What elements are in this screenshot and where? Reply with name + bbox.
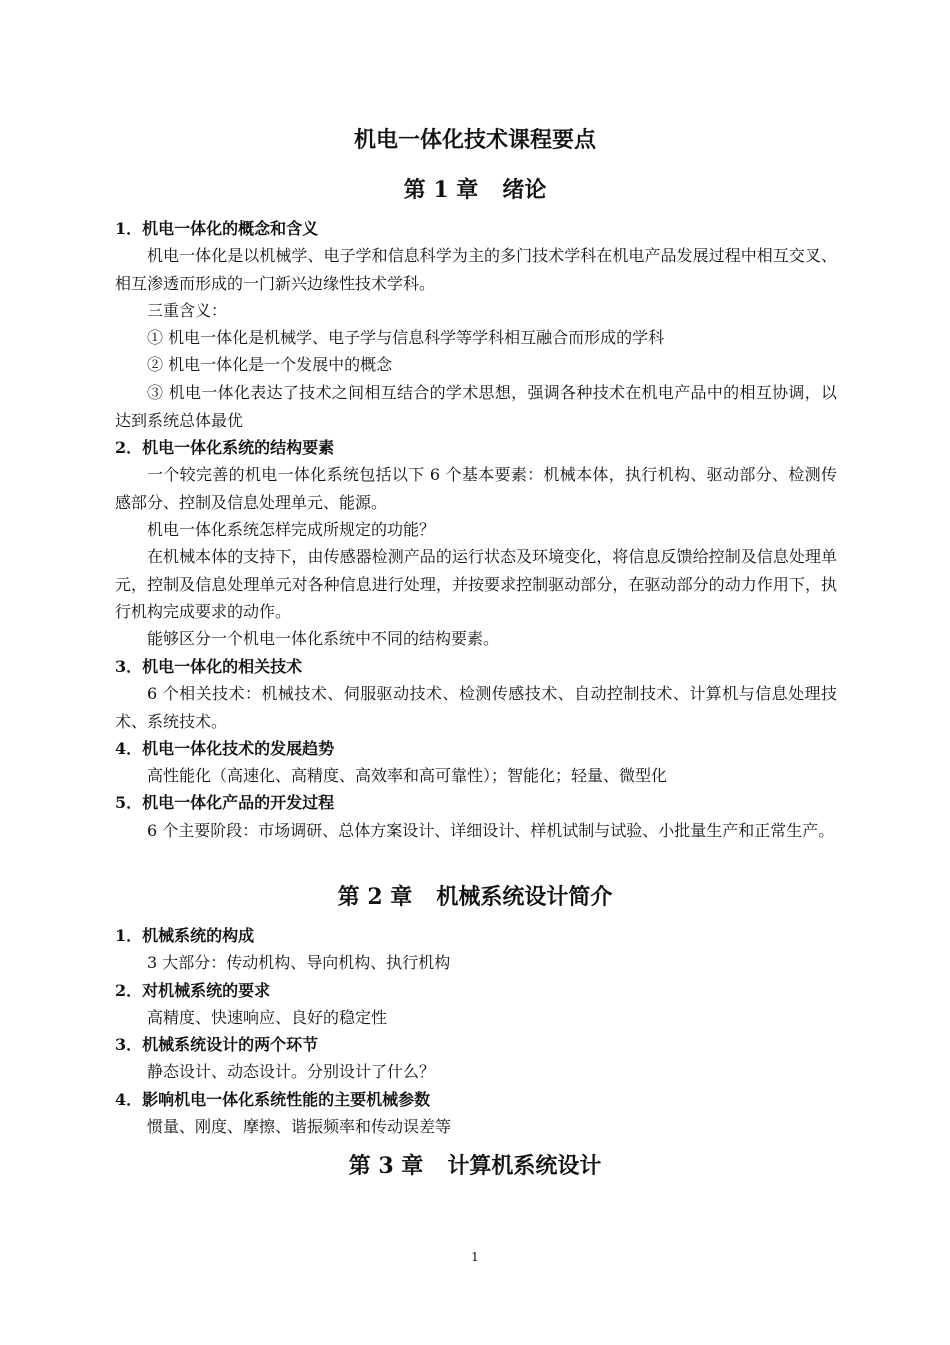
chapter-3-heading: [0, 1150, 950, 1182]
ch1-s1-paragraph-1: 机电一体化是以机械学、电子学和信息科学为主的多门技术学科在机电产品发展过程中相互交叉、相互渗透而形成的一门新兴边缘性技术学科。: [115, 246, 837, 293]
ch2-s2-paragraph-1: 高精度、快速响应、良好的稳定性: [147, 1008, 388, 1027]
chapter-1-name: 绪论: [502, 177, 547, 203]
chapter-3-name: 计算机系统设计: [447, 1153, 602, 1179]
ch2-section-1-heading: 1．机械系统的构成: [115, 926, 255, 945]
chapter-1-number: 第 1 章: [403, 177, 479, 203]
ch2-s4-paragraph-1: 惯量、刚度、摩擦、谐振频率和传动误差等: [147, 1117, 452, 1136]
ch1-s4-paragraph-1: 高性能化（高速化、高精度、高效率和高可靠性）；智能化；轻量、微型化: [147, 766, 668, 785]
ch1-s2-paragraph-2: 机电一体化系统怎样完成所规定的功能？: [147, 520, 436, 539]
chapter-1-heading: [0, 174, 950, 206]
ch1-section-1-heading: 1．机电一体化的概念和含义: [115, 219, 319, 238]
ch1-s2-paragraph-4: 能够区分一个机电一体化系统中不同的结构要素。: [147, 629, 500, 648]
ch1-section-4-heading: 4．机电一体化技术的发展趋势: [115, 739, 335, 758]
ch1-s2-paragraph-1: 一个较完善的机电一体化系统包括以下 6 个基本要素：机械本体，执行机构、驱动部分、检测传感部分、控制及信息处理单元、能源。: [115, 465, 837, 512]
ch2-section-3-heading: 3．机械系统设计的两个环节: [115, 1035, 319, 1054]
ch1-s5-paragraph-1: 6 个主要阶段：市场调研、总体方案设计、详细设计、样机试制与试验、小批量生产和正常生产。: [147, 821, 835, 840]
ch1-section-3-heading: 3．机电一体化的相关技术: [115, 657, 303, 676]
ch1-s1-item-3: ③ 机电一体化表达了技术之间相互结合的学术思想，强调各种技术在机电产品中的相互协调，以达到系统总体最优: [115, 383, 837, 430]
ch1-s1-item-2: ② 机电一体化是一个发展中的概念: [147, 355, 393, 374]
ch1-section-5-heading: 5．机电一体化产品的开发过程: [115, 793, 335, 812]
document-title: 机电一体化技术课程要点: [353, 127, 596, 153]
ch2-section-2-heading: 2．对机械系统的要求: [115, 981, 271, 1000]
ch2-s1-paragraph-1: 3 大部分：传动机构、导向机构、执行机构: [147, 953, 451, 972]
page-number: 1: [471, 1250, 479, 1264]
chapter-2-heading: [0, 881, 950, 913]
ch1-s1-paragraph-2: 三重含义：: [147, 301, 228, 320]
chapter-2-name: 机械系统设计简介: [436, 884, 613, 910]
ch1-s1-item-1: ① 机电一体化是机械学、电子学与信息科学等学科相互融合而形成的学科: [147, 328, 665, 347]
ch2-section-4-heading: 4．影响机电一体化系统性能的主要机械参数: [115, 1090, 431, 1109]
ch1-section-2-heading: 2．机电一体化系统的结构要素: [115, 438, 335, 457]
chapter-3-number: 第 3 章: [348, 1153, 424, 1179]
ch1-s3-paragraph-1: 6 个相关技术：机械技术、伺服驱动技术、检测传感技术、自动控制技术、计算机与信息处理技术、系统技术。: [115, 684, 837, 731]
chapter-2-number: 第 2 章: [337, 884, 413, 910]
ch2-s3-paragraph-1: 静态设计、动态设计。分别设计了什么？: [147, 1062, 436, 1081]
ch1-s2-paragraph-3: 在机械本体的支持下，由传感器检测产品的运行状态及环境变化，将信息反馈给控制及信息处理单元，控制及信息处理单元对各种信息进行处理，并按要求控制驱动部分，在驱动部分的动力作用下，执行机构完成要求的动作。: [115, 547, 837, 621]
